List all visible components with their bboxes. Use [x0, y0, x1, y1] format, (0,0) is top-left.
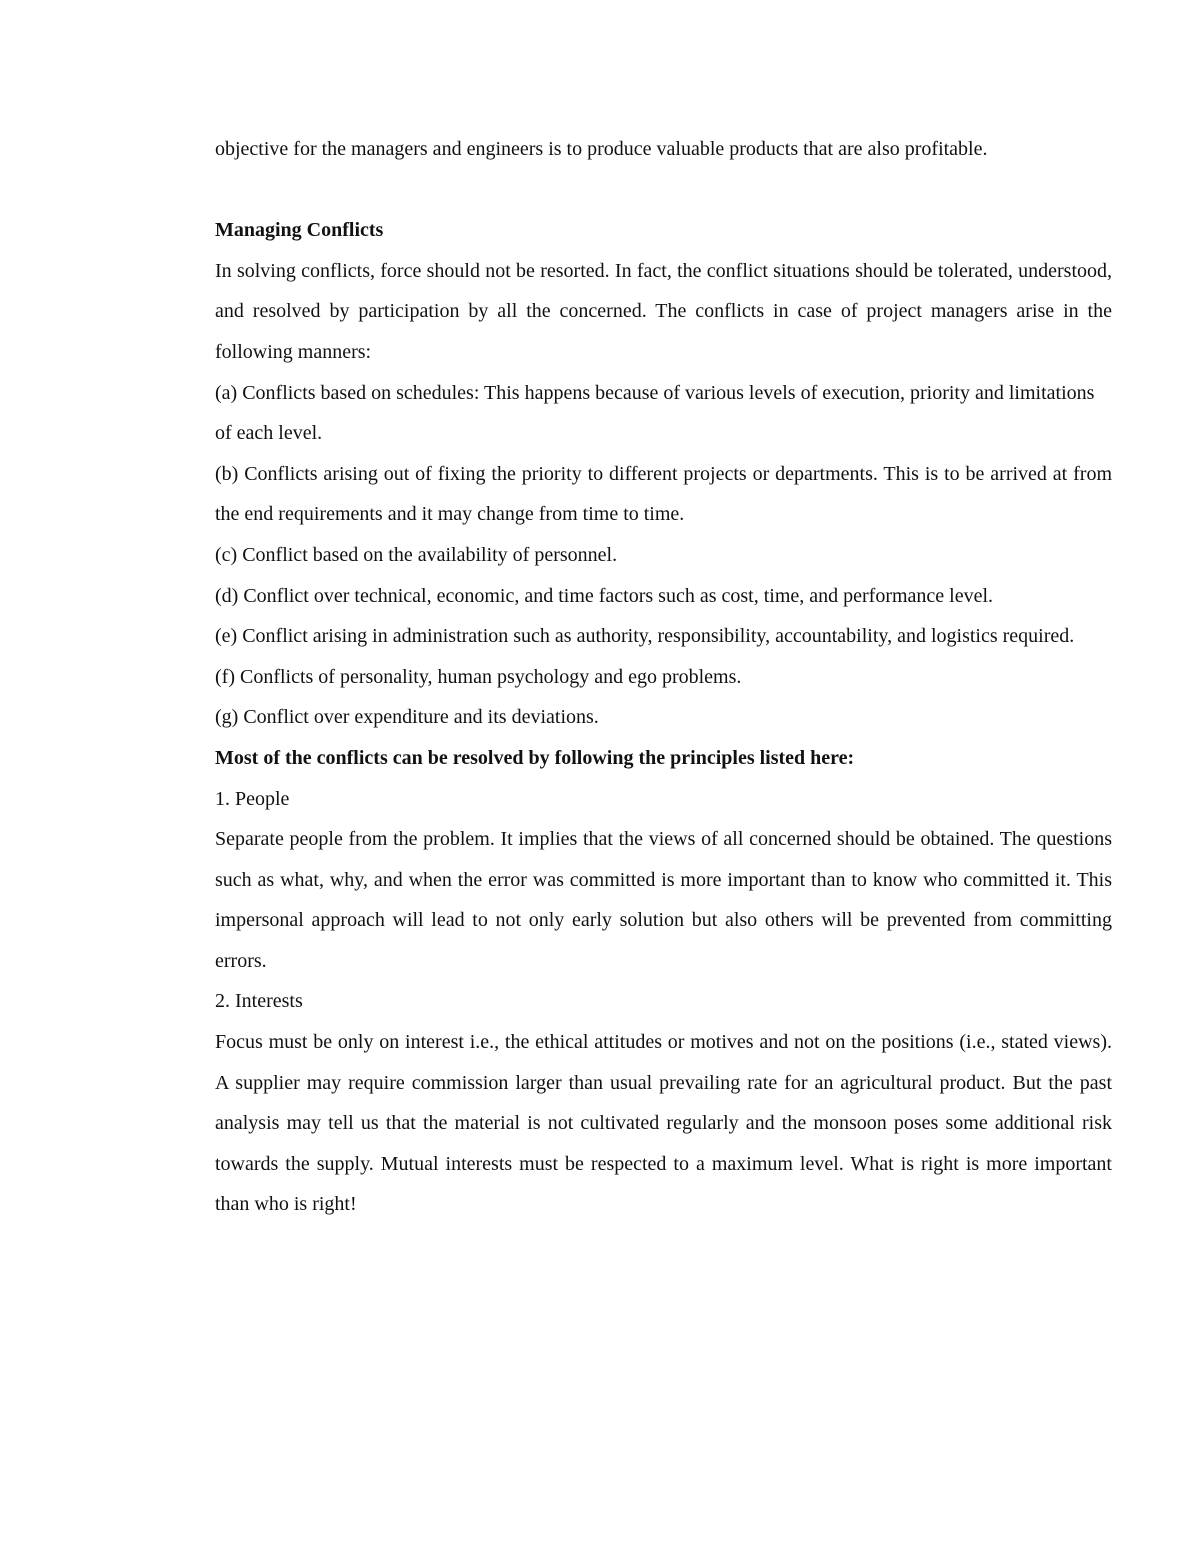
paragraph-conflict-resolution: In solving conflicts, force should not be resorted. In fact, the conflict situations should be tolerated, understood, and resolved by participation by all the concerned. The conflicts in case of project managers arise in the following manners: — [215, 259, 1112, 363]
principle-2-title: 2. Interests — [215, 990, 303, 1013]
conflict-item-c: (c) Conflict based on the availability of personnel. — [215, 543, 618, 566]
conflict-item-a: (a) Conflicts based on schedules: This happens because of various levels of execution, priority and limitations of each level. — [215, 381, 1095, 445]
conflict-item-d: (d) Conflict over technical, economic, and time factors such as cost, time, and performance level. — [215, 584, 994, 607]
principles-heading: Most of the conflicts can be resolved by following the principles listed here: — [215, 746, 855, 769]
section-heading: Managing Conflicts — [215, 219, 384, 242]
conflict-item-f: (f) Conflicts of personality, human psychology and ego problems. — [215, 665, 742, 688]
section-gap — [215, 170, 1112, 211]
conflict-item-b: (b) Conflicts arising out of fixing the priority to different projects or departments. This is to be arrived at from the end requirements and it may change from time to time. — [215, 462, 1112, 526]
principle-2-text: Focus must be only on interest i.e., the ethical attitudes or motives and not on the positions (i.e., stated views). A supplier may require commission larger than usual prevailing rate for an agricultural product. But the past analysis may tell us that the material is not cultivated regularly and the monsoon poses some additional risk towards the supply. Mutual interests must be respected to a maximum level. What is right is more important than who is right! — [215, 1031, 1112, 1216]
conflict-item-g: (g) Conflict over expenditure and its deviations. — [215, 706, 599, 729]
conflict-item-e: (e) Conflict arising in administration such as authority, responsibility, accountability, and logistics required. — [215, 625, 1075, 648]
intro-paragraph: objective for the managers and engineers is to produce valuable products that are also profitable. — [215, 138, 988, 160]
principle-1-text: Separate people from the problem. It implies that the views of all concerned should be obtained. The questions such as what, why, and when the error was committed is more important than to know who committed it. This impersonal approach will lead to not only early solution but also others will be prevented from committing errors. — [215, 828, 1112, 972]
principle-1-title: 1. People — [215, 787, 290, 810]
document-page — [215, 129, 1112, 1225]
